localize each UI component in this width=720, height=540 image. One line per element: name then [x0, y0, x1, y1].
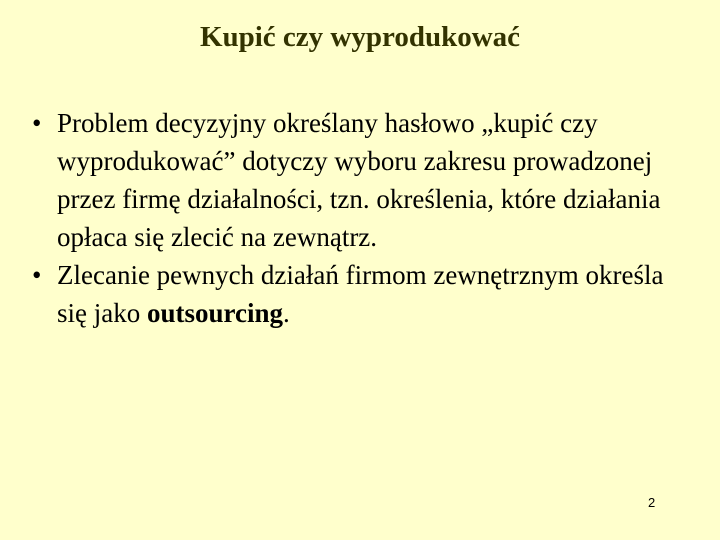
- bullet-icon: •: [32, 108, 42, 138]
- bullet-text-2-end: .: [283, 298, 290, 328]
- bullet-text-2-start: Zlecanie pewnych działań firmom zewnętrznym określa się jako: [57, 260, 664, 328]
- bullet-text-2: [57, 256, 692, 332]
- page-number: 2: [648, 495, 656, 510]
- bullet-text-1: Problem decyzyjny określany hasłowo „kupić czy wyprodukować” dotyczy wyboru zakresu prowadzonej przez firmę działalności, tzn. określenia, które działania opłaca się zlecić na zewnątrz.: [57, 108, 661, 252]
- bullet-icon: •: [32, 260, 42, 290]
- bullet-item-2: [32, 256, 692, 332]
- slide-title: Kupić czy wyprodukować: [199, 21, 521, 53]
- bullet-item-1: [32, 104, 692, 256]
- bullet-list: [32, 104, 692, 332]
- outsourcing-term: outsourcing: [146, 298, 284, 328]
